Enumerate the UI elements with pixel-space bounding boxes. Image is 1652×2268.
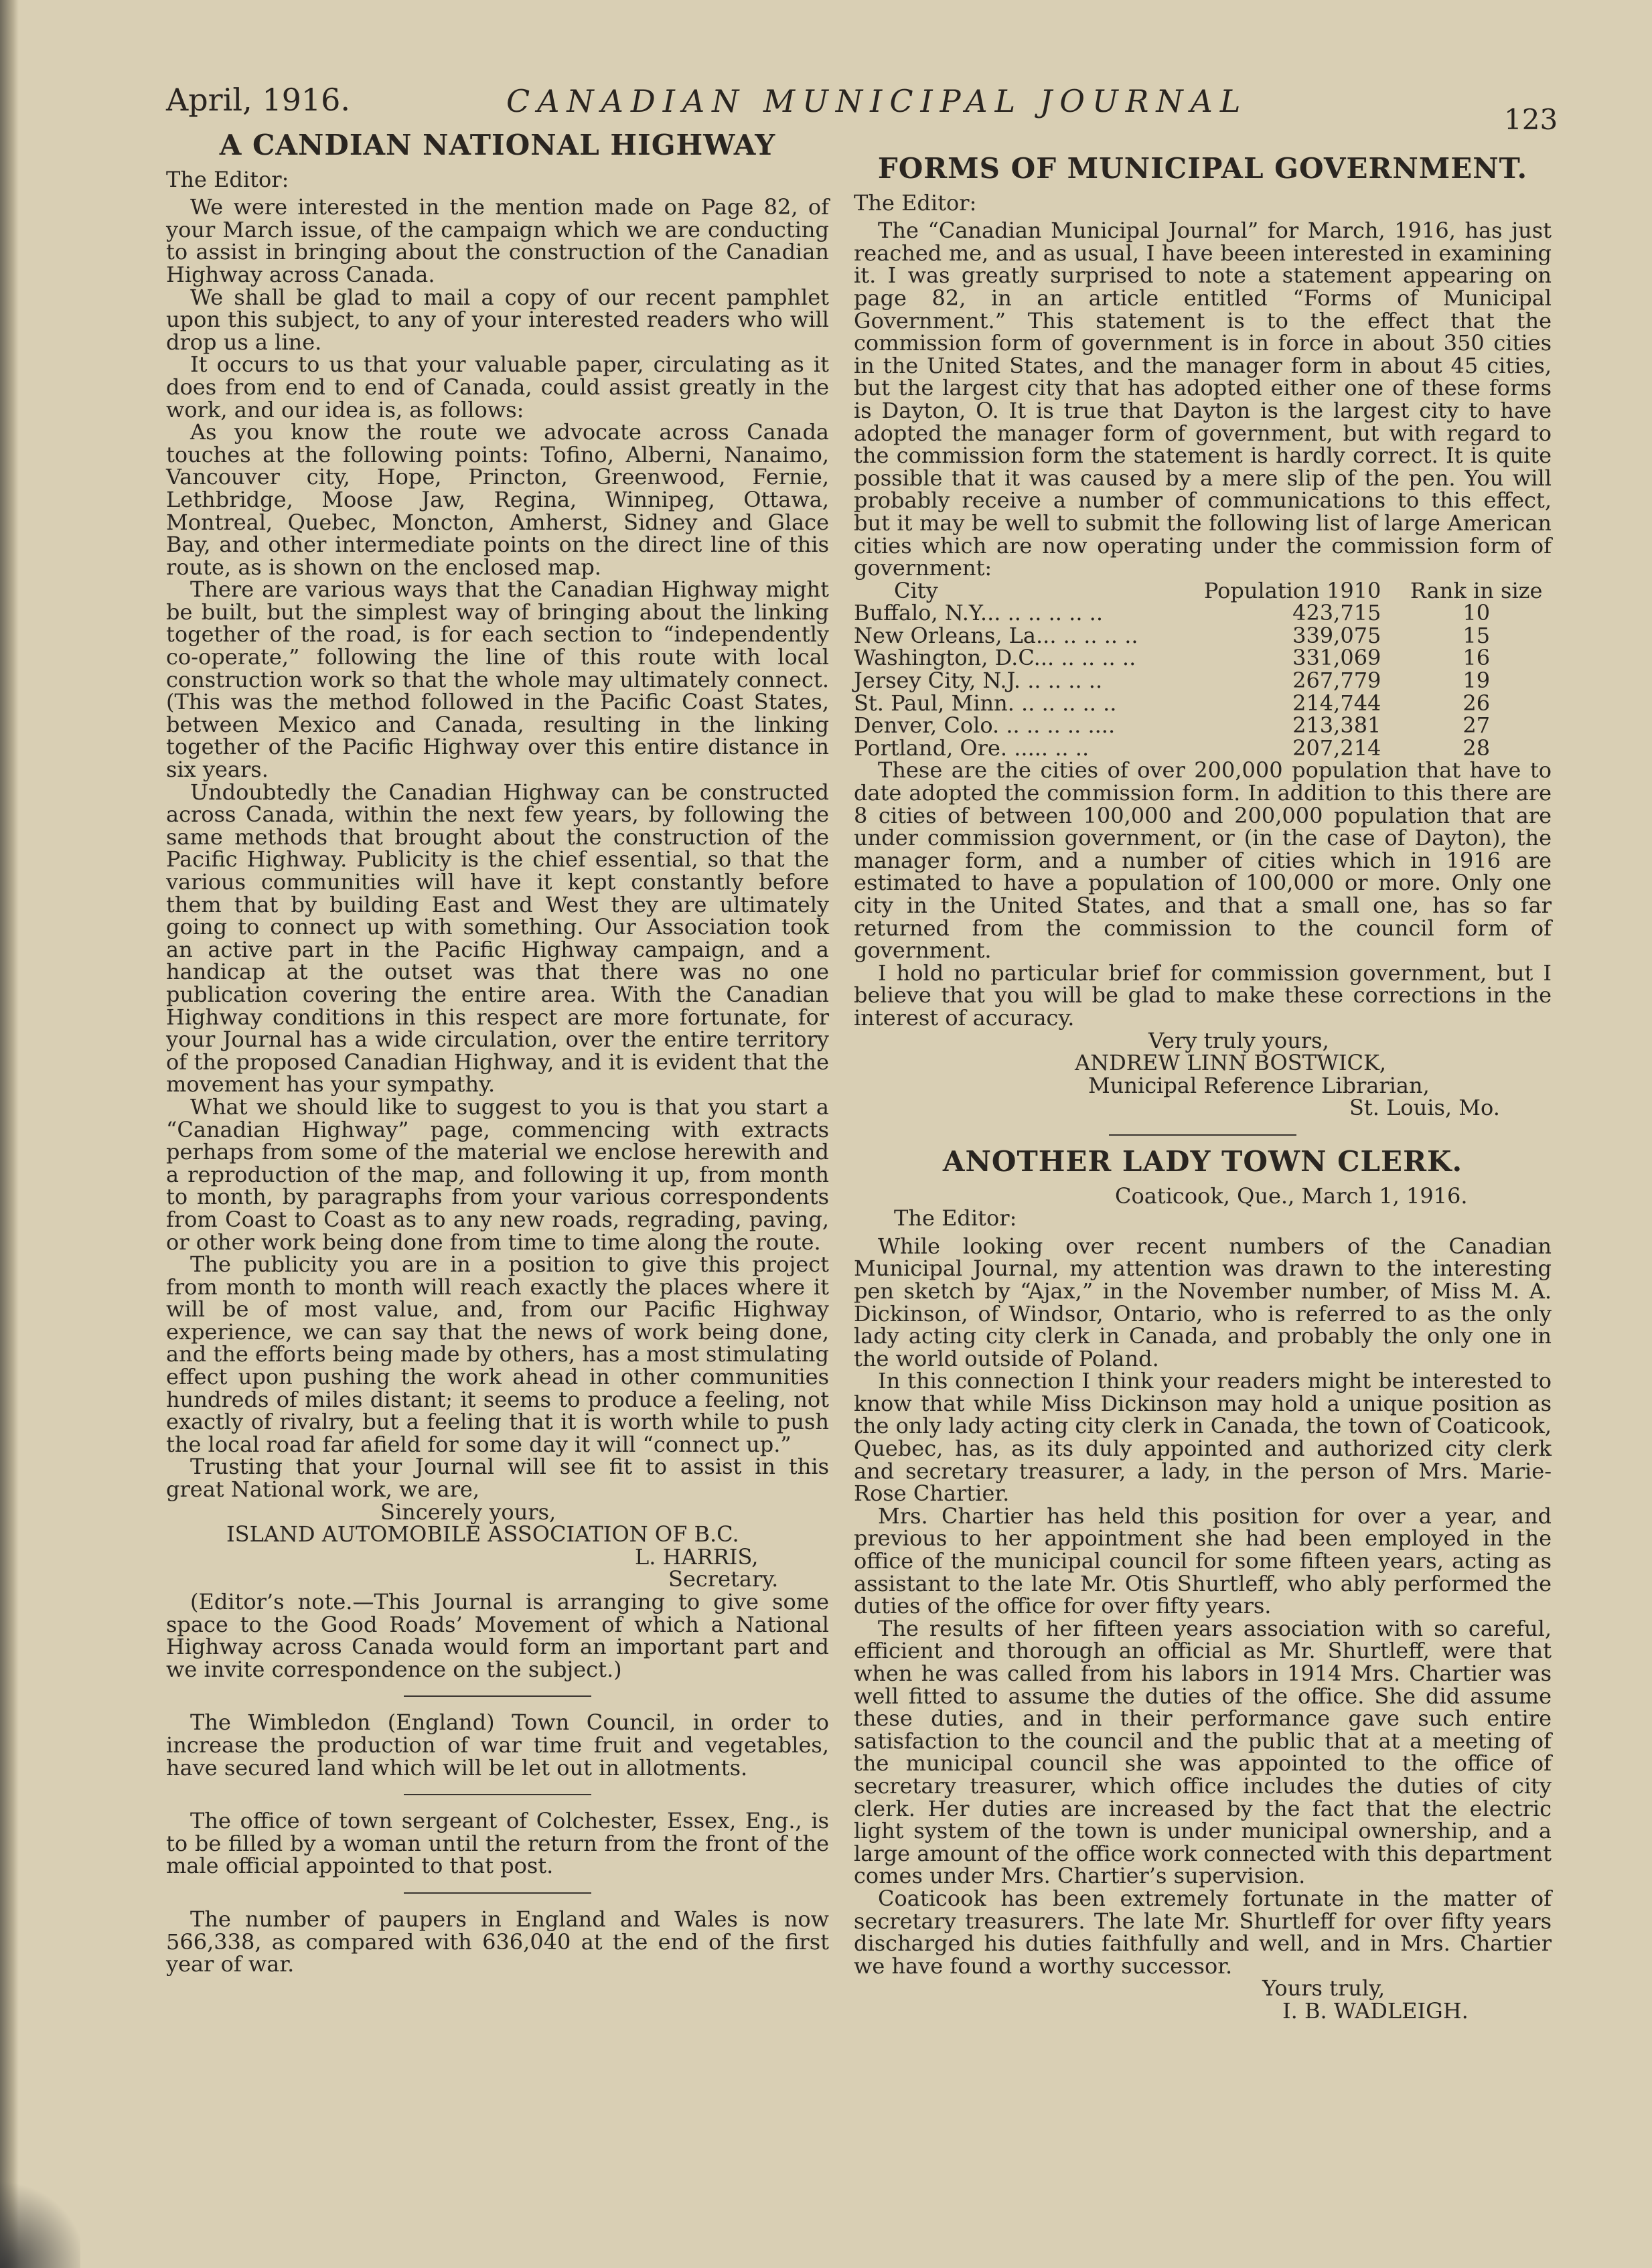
highway-article-title: A CANDIAN NATIONAL HIGHWAY [219,129,776,161]
journal-title: CANADIAN MUNICIPAL JOURNAL [506,83,1248,119]
city-cell: Buffalo, N.Y... .. .. .. .. .. [854,600,1103,626]
lady-clerk-paragraph: Mrs. Chartier has held this position for over a year, and previous to her appointment she had been employed in the office of the municipal council for some fifteen years, acting as assistant to the late Mr. Otis Shurtleff, who ably performed the duties of the office for over fifty years. [854,1503,1552,1619]
highway-paragraph: The publicity you are in a position to give this project from month to month will reach exactly the places where it will be of most value, and, from our Pacific Highway experience, we can say that the news of work being done, and the efforts being made by others, has a most stimulating effect upon pushing the work ahead in other communities hundreds of miles distant; it seems to produce a feeling, not exactly of rivalry, but a feeling that it is worth while to push the local road far afield for some day it will “connect up.” [166,1252,829,1457]
highway-paragraph: It occurs to us that your valuable paper, circulating as it does from end to end of Canada, could assist greatly in the work, and our idea is, as follows: [166,352,829,423]
table-row [854,714,1552,737]
highway-paragraph: There are various ways that the Canadian Highway might be built, but the simplest way of bringing about the linking together of the road, is for each section to “independently co-operate,” following the line of this route with local construction work so that the whole may ultimately connect. (This was the method followed in the Pacific Coast States, between Mexico and Canada, resulting in the linking together of the Pacific Highway over this entire distance in six years. [166,577,829,783]
lady-clerk-paragraph: In this connection I think your readers might be interested to know that while Miss Dickinson may hold a unique position as the only lady acting city clerk in Canada, the town of Coaticook, Quebec, has, as its duly appointed and authorized city clerk and secretary treasurer, a lady, in the person of Mrs. Marie-Rose Chartier. [854,1368,1552,1507]
table-header-row [854,580,1552,603]
column-header-rank: Rank in size [1410,577,1543,603]
right-column [854,152,1552,2024]
population-cell: 214,744 [1292,690,1381,716]
commission-cities-table [854,577,1552,761]
issue-date: April, 1916. [166,82,351,118]
table-row [854,602,1552,625]
table-row [854,737,1552,760]
forms-salutation: The Editor: [854,190,977,216]
news-brief: The Wimbledon (England) Town Council, in order to increase the production of war time fruit and vegetables, have secured land which will be let out in allotments. [166,1710,829,1781]
highway-salutation: The Editor: [166,166,289,192]
table-row [854,692,1552,715]
highway-closing: Sincerely yours, [380,1499,556,1525]
rank-cell: 15 [1462,622,1491,648]
lady-clerk-dateline: Coaticook, Que., March 1, 1916. [1115,1183,1468,1209]
city-cell: St. Paul, Minn. .. .. .. .. .. [854,690,1117,716]
highway-paragraph: We were interested in the mention made on Page 82, of your March issue, of the campaign which we are conducting to assist in bringing about the construction of the Canadian Highway across Canada. [166,194,829,287]
city-cell: Jersey City, N.J. .. .. .. .. [854,668,1103,694]
divider [404,1794,591,1795]
highway-paragraph: Trusting that your Journal will see fit to assist in this great National work, we are, [166,1454,829,1503]
highway-paragraph: As you know the route we advocate across Canada touches at the following points: Tofino, Alberni, Nanaimo, Vancouver city, Hope, Princton, Greenwood, Fernie, Lethbridge, Moose Jaw, Regina, Winnipeg, Ottawa, Montreal, Quebec, Moncton, Amherst, Sidney and Glace Bay, and other intermediate points on the direct line of this route, as is shown on the enclosed map. [166,419,829,580]
population-cell: 213,381 [1292,712,1381,739]
column-header-city: City [894,577,938,603]
table-row [854,670,1552,692]
city-cell: New Orleans, La... .. .. .. .. [854,622,1138,648]
highway-signer-title: Secretary. [668,1566,779,1592]
forms-paragraph: These are the cities of over 200,000 population that have to date adopted the commission form. In addition to this there are 8 cities of between 100,000 and 200,000 population that are under commission government, or (in the case of Dayton), the manager form, and a number of cities which in 1916 are estimated to have a population of 100,000 or more. Only one city in the United States, and that a small one, has so far returned from the commission to the council form of government. [854,757,1552,964]
lady-clerk-paragraph: While looking over recent numbers of the Canadian Municipal Journal, my attention was drawn to the interesting pen sketch by “Ajax,” in the November number, of Miss M. A. Dickinson, of Windsor, Ontario, who is referred to as the only lady acting city clerk in Canada, and probably the only one in the world outside of Poland. [854,1233,1552,1371]
left-column [166,129,829,1977]
population-cell: 339,075 [1292,622,1381,648]
forms-paragraph: I hold no particular brief for commission government, but I believe that you will be glad to make these corrections in the interest of accuracy. [854,960,1552,1031]
book-gutter-shadow [0,0,19,2268]
rank-cell: 19 [1462,668,1491,694]
column-header-population: Population 1910 [1203,577,1381,603]
news-brief: The office of town sergeant of Colchester, Essex, Eng., is to be filled by a woman until the return from the front of the male official appointed to that post. [166,1808,829,1879]
forms-signer-place: St. Louis, Mo. [1349,1095,1500,1121]
city-cell: Denver, Colo. .. .. .. .. .... [854,712,1116,739]
news-brief: The number of paupers in England and Wales is now 566,338, as compared with 636,040 at the end of the first year of war. [166,1906,829,1977]
corner-shadow [0,2174,80,2268]
highway-paragraph: We shall be glad to mail a copy of our recent pamphlet upon this subject, to any of your interested readers who will drop us a line. [166,284,829,355]
population-cell: 423,715 [1292,600,1381,626]
rank-cell: 27 [1462,712,1491,739]
table-row [854,647,1552,670]
editors-note: (Editor’s note.—This Journal is arranging to give some space to the Good Roads’ Movement of which a National Highway across Canada would form an important part and we invite correspondence on the subject.) [166,1589,829,1682]
rank-cell: 28 [1462,735,1491,761]
highway-paragraph: Undoubtedly the Canadian Highway can be constructed across Canada, within the next few years, by following the same methods that brought about the construction of the Pacific Highway. Publicity is the chief essential, so that the various communities will have it kept constantly before them that by building East and West they are ultimately going to connect up with something. Our Association took an active part in the Pacific Highway campaign, and a handicap at the outset was that there was no one publication covering the entire area. With the Canadian Highway conditions in this respect are more fortunate, for your Journal has a wide circulation, over the entire territory of the proposed Canadian Highway, and it is evident that the movement has your sympathy. [166,779,829,1098]
forms-paragraph: The “Canadian Municipal Journal” for March, 1916, has just reached me, and as usual, I have beeen interested in examining it. I was greatly surprised to note a statement appearing on page 82, in an article entitled “Forms of Municipal Government.” This statement is to the effect that the commission form of government is in force in about 350 cities in the United States, and the manager form in about 45 cities, but the largest city that has adopted either one of these forms is Dayton, O. It is true that Dayton is the largest city to have adopted the manager form of government, but with regard to the commission form the statement is hardly correct. It is quite possible that it was caused by a mere slip of the pen. You will probably receive a number of communications to this effect, but it may be well to submit the following list of large American cities which are now operating under the commission form of government: [854,218,1552,581]
lady-clerk-signer: I. B. WADLEIGH. [1282,1997,1469,2024]
running-header [166,72,1559,136]
page-number: 123 [1504,103,1558,136]
divider [404,1892,591,1894]
population-cell: 331,069 [1292,645,1381,671]
lady-clerk-paragraph: The results of her fifteen years association with so careful, efficient and thorough an official as Mr. Shurtleff, were that when he was called from his labors in 1914 Mrs. Chartier was well fitted to assume the duties of the office. She did assume these duties, and in their performance gave such entire satisfaction to the council and the public that at a meeting of the municipal council she was appointed to the office of secretary treasurer, which office includes the duties of city clerk. Her duties are increased by the fact that the electric light system of the town is under municipal ownership, and a large amount of the office work connected with this department comes under Mrs. Chartier’s supervision. [854,1615,1552,1889]
lady-clerk-article-title: ANOTHER LADY TOWN CLERK. [942,1144,1463,1178]
city-cell: Portland, Ore. ..... .. .. [854,735,1090,761]
table-row [854,625,1552,648]
lady-clerk-closing: Yours truly, [1262,1975,1385,2001]
forms-article-title: FORMS OF MUNICIPAL GOVERNMENT. [877,152,1528,185]
forms-signer: ANDREW LINN BOSTWICK, [1075,1050,1387,1076]
lady-clerk-salutation: The Editor: [894,1205,1017,1231]
rank-cell: 26 [1462,690,1491,716]
population-cell: 207,214 [1292,735,1381,761]
population-cell: 267,779 [1292,668,1381,694]
rank-cell: 10 [1462,600,1491,626]
divider [1109,1134,1296,1136]
city-cell: Washington, D.C... .. .. .. .. [854,645,1136,671]
divider [404,1695,591,1697]
highway-organization: ISLAND AUTOMOBILE ASSOCIATION OF B.C. [226,1521,739,1547]
forms-closing: Very truly yours, [1148,1027,1329,1053]
forms-signer-title: Municipal Reference Librarian, [1088,1072,1430,1098]
highway-signer: L. HARRIS, [635,1543,759,1570]
lady-clerk-paragraph: Coaticook has been extremely fortunate in the matter of secretary treasurers. The late Mr. Shurtleff for over fifty years discharged his duties faithfully and well, and in Mrs. Chartier we have found a worthy successor. [854,1885,1552,1979]
rank-cell: 16 [1462,645,1491,671]
highway-paragraph: What we should like to suggest to you is that you start a “Canadian Highway” page, commencing with extracts perhaps from some of the material we enclose herewith and a reproduction of the map, and following it up, from month to month, by paragraphs from your various correspondents from Coast to Coast as to any new roads, regrading, paving, or other work being done from time to time along the route. [166,1093,829,1255]
